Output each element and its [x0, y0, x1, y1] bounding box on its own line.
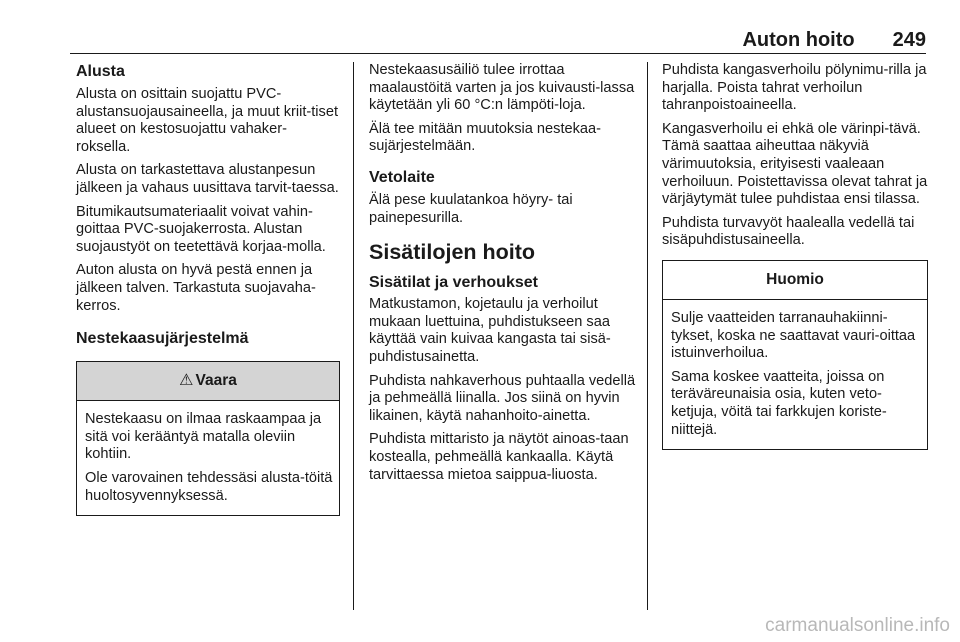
note-box-body — [663, 300, 927, 449]
column-left — [76, 62, 340, 516]
header-rule — [70, 53, 926, 54]
paragraph: Älä tee mitään muutoksia nestekaa-sujärjestelmään. — [369, 120, 602, 155]
section-title: Auton hoito — [742, 29, 855, 51]
paragraph: Alusta on osittain suojattu PVC-alustansuojausaineella, ja muut kriit-tiset alueet on kestosuojattu vahaker-roksella. — [76, 86, 339, 155]
paragraph: Alusta on tarkastettava alustanpesun jälkeen ja vahaus uusittava tarvit-taessa. — [76, 162, 339, 196]
note-text: Sama koskee vaatteita, joissa on teräväreunaisia osia, kuten veto-ketjuja, vöitä tai farkkujen koriste-niittejä. — [671, 368, 887, 438]
paragraph: Puhdista nahkaverhous puhtaalla vedellä ja pehmeällä liinalla. Jos siinä on hyvin likainen, käytä nahanhoito-ainetta. — [369, 372, 636, 424]
column-divider — [647, 62, 648, 610]
note-box-header — [663, 261, 927, 300]
paragraph: Matkustamon, kojetaulu ja verhoilut mukaan luettuina, puhdistukseen saa käyttää vain kuivaa kangasta tai sisä-puhdistusainetta. — [369, 296, 611, 365]
column-divider — [353, 62, 354, 610]
note-title: Huomio — [766, 271, 824, 289]
paragraph: Älä pese kuulatankoa höyry- tai painepesurilla. — [369, 191, 573, 226]
warning-box-body — [77, 401, 339, 515]
paragraph: Puhdista mittaristo ja näytöt ainoas-taan kostealla, pehmeällä kankaalla. Käytä tarvittaessa mietoa saippua-liuosta. — [369, 431, 629, 483]
paragraph: Auton alusta on hyvä pestä ennen ja jälkeen talven. Tarkastuta suojavaha-kerros. — [76, 262, 316, 314]
page-header — [70, 28, 926, 52]
paragraph: Puhdista kangasverhoilu pölynimu-rilla ja harjalla. Poista tahrat verhoilun tahranpoistoaineella. — [662, 62, 927, 114]
sisatilat-subheading: Sisätilat ja verhoukset — [369, 274, 538, 292]
warning-box-header — [77, 362, 339, 401]
paragraph: Bitumikautsumateriaalit voivat vahin-goittaa PVC-suojakerrosta. Alustan suojaustyöt on teetettävä korjaa-molla. — [76, 203, 326, 255]
warning-text: Nestekaasu on ilmaa raskaampaa ja sitä voi kerääntyä matalla oleviin kohtiin. — [85, 411, 322, 463]
column-right — [662, 62, 928, 450]
paragraph: Puhdista turvavyöt haalealla vedellä tai sisäpuhdistusaineella. — [662, 214, 915, 249]
column-middle — [369, 62, 637, 490]
warning-box — [76, 361, 340, 516]
paragraph: Kangasverhoilu ei ehkä ole värinpi-tävä. Tämä saattaa aiheuttaa näkyviä värimuutoksia, erityisesti vaaleaan verhoiluun. Poistettavissa olevat tahrat ja värjäytymät tulee puhdistaa ensi tilassa. — [662, 120, 928, 208]
vetolaite-heading: Vetolaite — [369, 168, 435, 186]
watermark: carmanualsonline.info — [765, 615, 950, 636]
sisatilojen-hoito-heading: Sisätilojen hoito — [369, 240, 536, 265]
page-number: 249 — [892, 29, 926, 51]
warning-title: Vaara — [195, 372, 237, 390]
paragraph: Nestekaasusäiliö tulee irrottaa maalaustöitä varten ja jos kuivausti-lassa käytetään yli 60 °C:n lämpöti-loja. — [369, 62, 635, 114]
note-text: Sulje vaatteiden tarranauhakiinni-tykset, koska ne saattavat vauri-oittaa istuinverhoilua. — [671, 309, 916, 362]
warning-text: Ole varovainen tehdessäsi alusta-töitä huoltosyvennyksessä. — [85, 469, 333, 504]
warning-triangle-icon: ⚠ — [179, 372, 194, 390]
nestekaasu-heading: Nestekaasujärjestelmä — [76, 330, 249, 348]
note-box — [662, 260, 928, 450]
alusta-heading: Alusta — [76, 63, 125, 80]
